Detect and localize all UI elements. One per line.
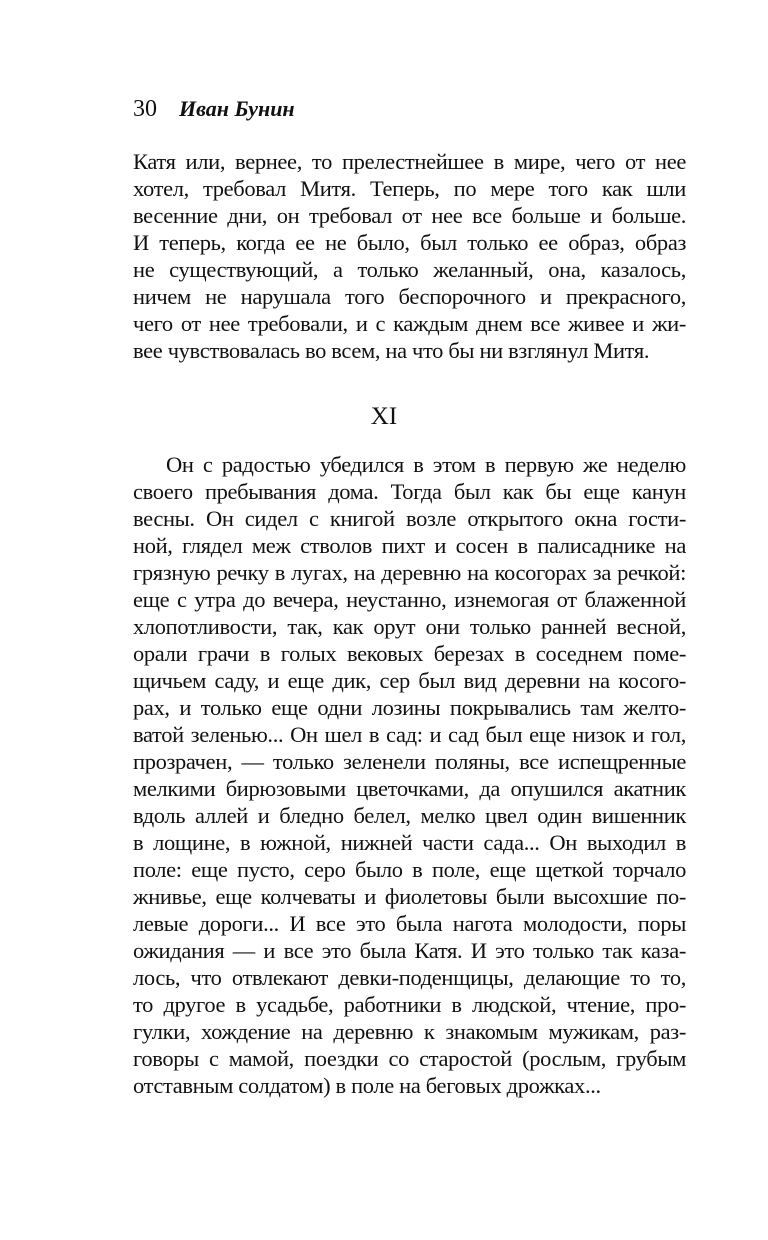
text-line: отставным солдатом) в поле на беговых дрожках... xyxy=(133,1073,601,1098)
text-line: своего пребывания дома. Тогда был как бы еще канун xyxy=(133,479,686,504)
paragraph-1 xyxy=(133,148,686,364)
text-line: в лощине, в южной, нижней части сада... Он выходил в xyxy=(133,830,686,855)
running-title: Иван Бунин xyxy=(179,96,295,121)
text-line: весенние дни, он требовал от нее все больше и больше. xyxy=(133,203,686,228)
page-number: 30 xyxy=(133,96,157,122)
text-line: грязную речку в лугах, на деревню на косогорах за речкой: xyxy=(133,560,686,585)
text-line: Он с радостью убедился в этом в первую же неделю xyxy=(166,452,686,477)
text-line: жнивье, еще колчеваты и фиолетовы были высохшие по- xyxy=(133,884,686,909)
text-line: рах, и только еще одни лозины покрывались там желто- xyxy=(133,695,686,720)
text-line: ватой зеленью... Он шел в сад: и сад был еще низок и гол, xyxy=(133,722,686,747)
text-line: щичьем саду, и еще дик, сер был вид деревни на косого- xyxy=(133,668,686,693)
text-line: весны. Он сидел с книгой возле открытого окна гости- xyxy=(133,506,686,531)
page-header xyxy=(133,94,295,124)
text-line: чего от нее требовали, и с каждым днем все живее и жи- xyxy=(133,311,686,336)
text-line: говоры с мамой, поездки со старостой (рослым, грубым xyxy=(133,1046,686,1071)
text-line: левые дороги... И все это была нагота молодости, поры xyxy=(133,911,686,936)
text-line: ной, глядел меж стволов пихт и сосен в палисаднике на xyxy=(133,533,686,558)
text-line: орали грачи в голых вековых березах в соседнем поме- xyxy=(133,641,686,666)
text-line: поле: еще пусто, серо было в поле, еще щеткой торчало xyxy=(133,857,686,882)
text-line: Катя или, вернее, то прелестнейшее в мире, чего от нее xyxy=(133,149,686,174)
chapter-heading: XI xyxy=(370,403,398,430)
text-line: мелкими бирюзовыми цветочками, да опушился акатник xyxy=(133,776,686,801)
text-line: то другое в усадьбе, работники в людской, чтение, про- xyxy=(133,992,686,1017)
text-line: ничем не нарушала того беспорочного и прекрасного, xyxy=(133,284,686,309)
text-line: вдоль аллей и бледно белел, мелко цвел один вишенник xyxy=(133,803,686,828)
text-line: хотел, требовал Митя. Теперь, по мере того как шли xyxy=(133,176,686,201)
text-line: прозрачен, — только зеленели поляны, все испещренные xyxy=(133,749,686,774)
text-line: не существующий, а только желанный, она, казалось, xyxy=(133,257,686,282)
text-line: лось, что отвлекают девки-поденщицы, делающие то то, xyxy=(133,965,686,990)
paragraph-2 xyxy=(133,451,686,1099)
text-line: еще с утра до вечера, неустанно, изнемогая от блаженной xyxy=(133,587,686,612)
text-line: И теперь, когда ее не было, был только ее образ, образ xyxy=(133,230,686,255)
text-line: вее чувствовалась во всем, на что бы ни взглянул Митя. xyxy=(133,338,650,363)
text-line: гулки, хождение на деревню к знакомым мужикам, раз- xyxy=(133,1019,686,1044)
text-line: хлопотливости, так, как орут они только ранней весной, xyxy=(133,614,686,639)
text-line: ожидания — и все это была Катя. И это только так каза- xyxy=(133,938,686,963)
